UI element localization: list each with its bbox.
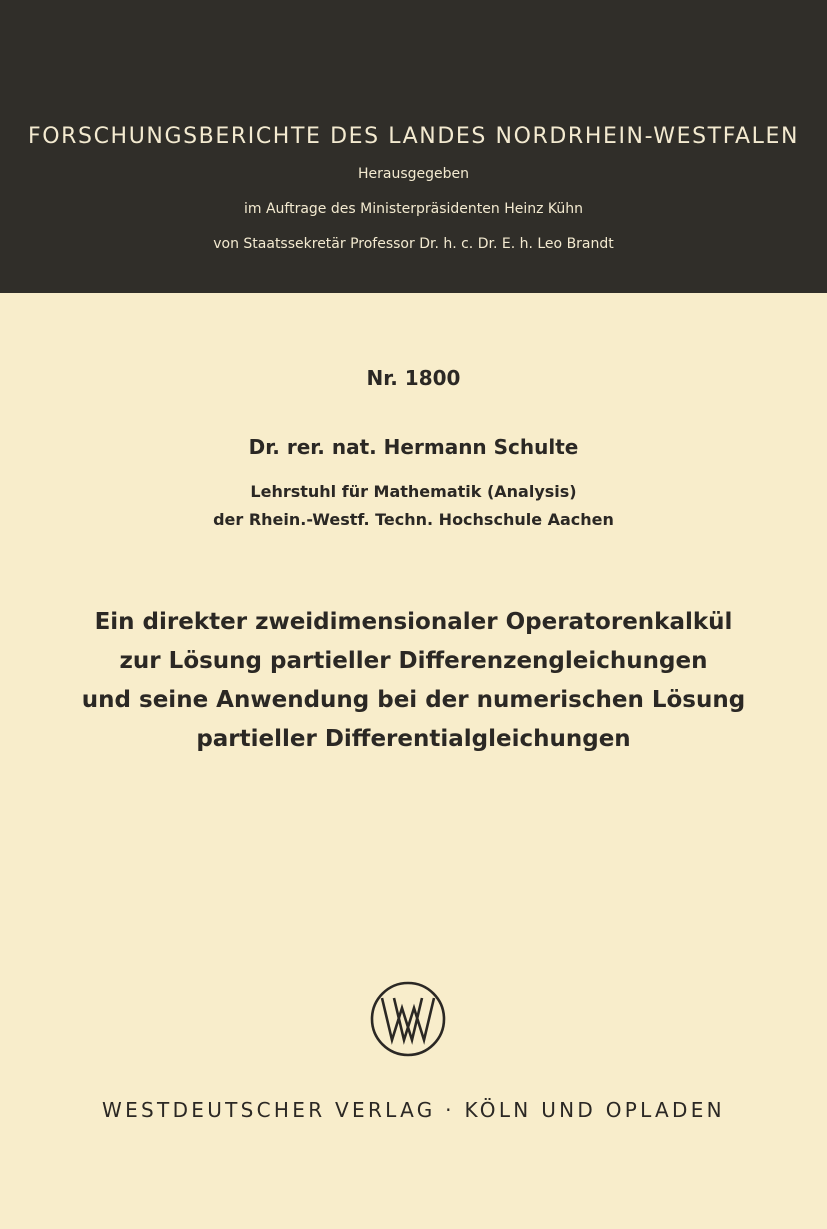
series-title: FORSCHUNGSBERICHTE DES LANDES NORDRHEIN-WESTFALEN	[27, 124, 800, 149]
affiliation-line: Lehrstuhl für Mathematik (Analysis)	[250, 482, 577, 501]
title-line: Ein direkter zweidimensionaler Operatorenkalkül	[94, 609, 733, 635]
editor-line-1: Herausgegeben	[357, 166, 469, 182]
publisher-line: WESTDEUTSCHER VERLAG · KÖLN UND OPLADEN	[102, 1098, 725, 1122]
editor-line-2: im Auftrage des Ministerpräsidenten Heinz Kühn	[243, 201, 584, 217]
title-line: und seine Anwendung bei der numerischen Lösung	[81, 687, 746, 713]
editor-line-3: von Staatssekretär Professor Dr. h. c. Dr. E. h. Leo Brandt	[213, 236, 614, 252]
author-affiliation	[0, 478, 827, 534]
title-line: partieller Differentialgleichungen	[196, 726, 631, 752]
series-header	[0, 0, 827, 293]
report-number: Nr. 1800	[366, 366, 461, 390]
report-title	[0, 603, 827, 759]
publisher-ww-logo-icon	[369, 980, 447, 1058]
title-line: zur Lösung partieller Differenzengleichungen	[119, 648, 708, 674]
author-name: Dr. rer. nat. Hermann Schulte	[248, 435, 579, 459]
affiliation-line: der Rhein.-Westf. Techn. Hochschule Aachen	[213, 510, 614, 529]
